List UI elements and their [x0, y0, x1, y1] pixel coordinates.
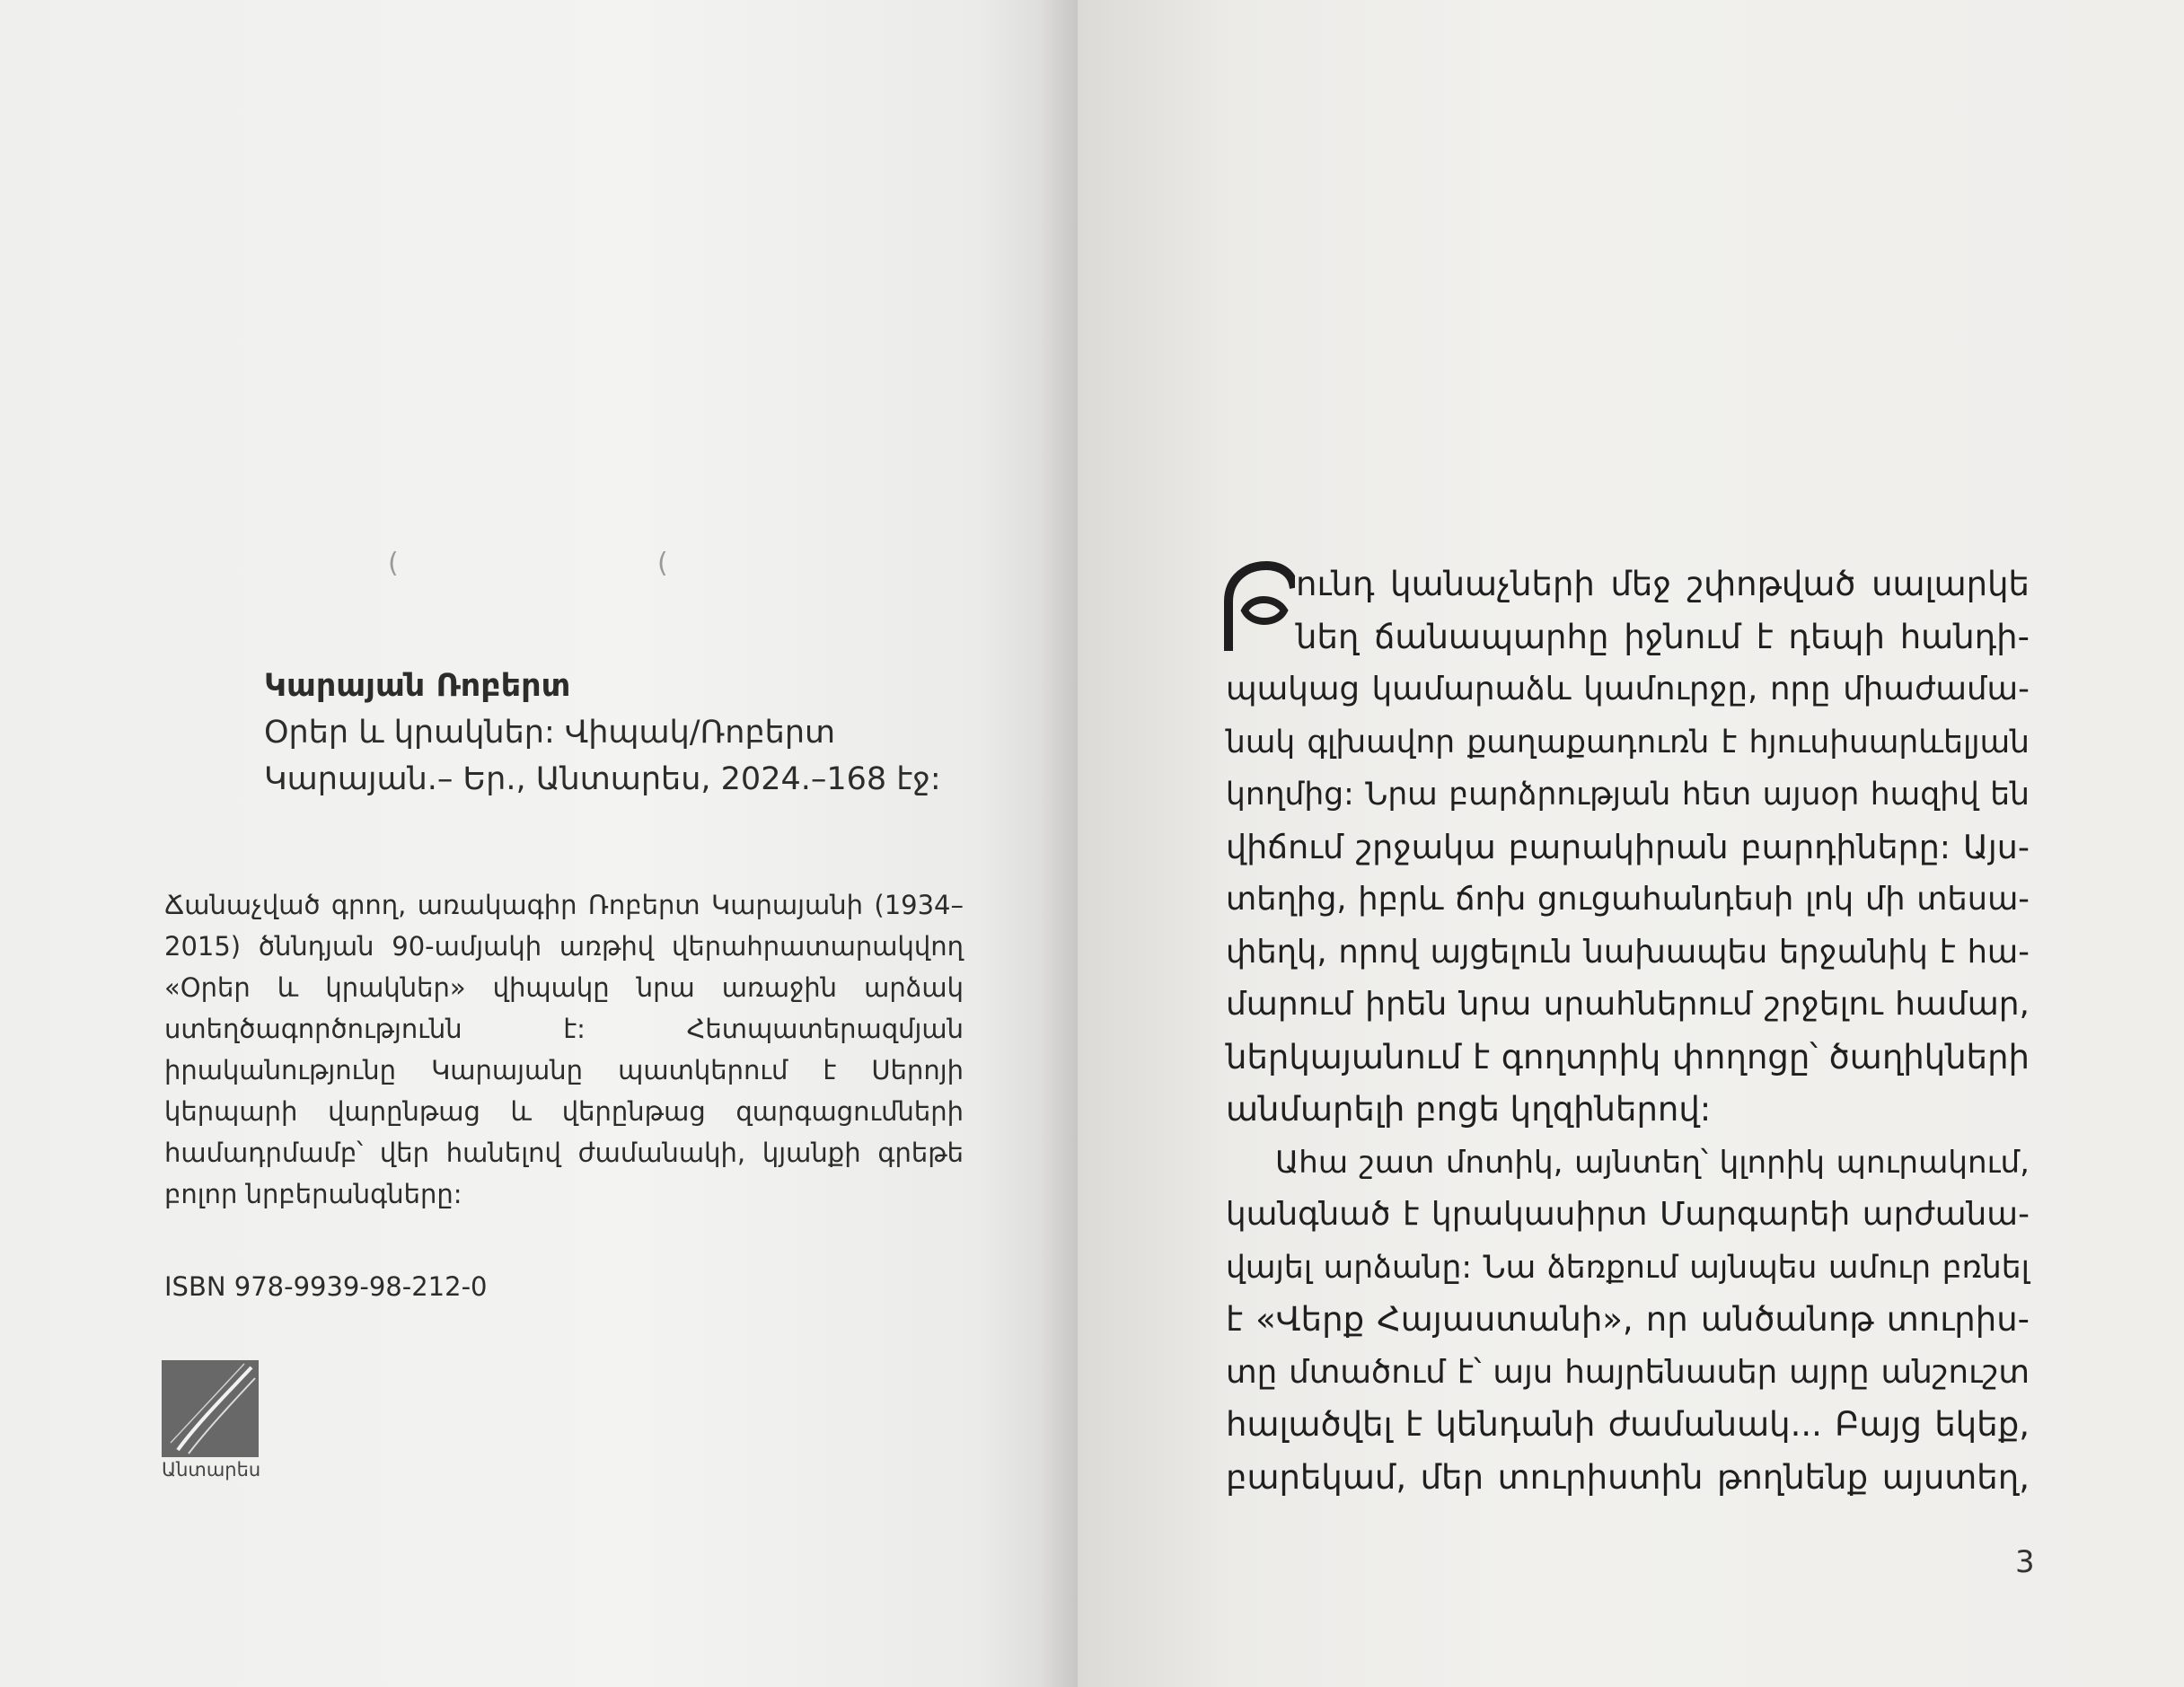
biblio-line-2: Կարայան.– Եր., Անտարես, 2024.–168 էջ:	[264, 761, 941, 797]
annotation-text: Ճանաչված գրող, առակագիր Ռոբերտ Կարայանի (1934–2015) ծննդյան 90-ամյակի առթիվ վերահրատարակվող «Օրեր և կրակներ» վիպակը նրա առաջին արձակ ստեղծագործությունն է: Հետպատերազմյան իրականությունը Կարայանը պատկերում է Սերոյի կերպարի վարընթաց և վերընթաց զարգացումների համադրմամբ՝ վեր հանելով ժամանակի, կյանքի գրեթե բոլոր նրբերանգները:	[164, 890, 964, 1209]
body-text	[1226, 558, 2030, 1504]
logo-caption: Անտարես	[162, 1459, 261, 1481]
body-line-8: փեղկ, որով այցելուն նախապես երջանիկ է հա-	[1226, 933, 2030, 971]
body-line-5: կողմից: Նրա բարձրության հետ այսօր հազիվ են	[1226, 777, 2030, 813]
isbn: ISBN 978-9939-98-212-0	[164, 1271, 488, 1302]
body-line-16: տը մտածում է՝ այս հայրենասեր այրը անշուշտ	[1226, 1353, 2030, 1391]
body-line-12: Ահա շատ մոտիկ, այնտեղ՝ կլորիկ պուրակում,	[1275, 1144, 2030, 1181]
body-line-6: վիճում շրջակա բարակիրան բարդիները: Այս-	[1226, 827, 2030, 866]
body-line-7: տեղից, իբրև ճոխ ցուցահանդեսի լոկ մի տեսա-	[1226, 881, 2030, 918]
body-line-11: անմարելի բոցե կղզիներով:	[1226, 1090, 1712, 1129]
body-line-14: վայել արձանը: Նա ձեռքում այնպես ամուր բռնել	[1226, 1249, 2030, 1286]
biblio-author: Կարայան Ռոբերտ	[264, 668, 571, 704]
biblio-line-1: Օրեր և կրակներ: Վիպակ/Ռոբերտ	[264, 715, 836, 751]
body-line-2: նեղ ճանապարհը իջնում է դեպի հանդի-	[1296, 617, 2030, 656]
body-line-15: է «Վերք Հայաստանի», որ անծանոթ տուրիս-	[1226, 1300, 2030, 1339]
body-line-4: նակ գլխավոր քաղաքադուռն է հյուսիսարևելյան	[1226, 724, 2030, 760]
body-line-10: ներկայանում է գողտրիկ փողոցը՝ ծաղիկների	[1226, 1037, 2030, 1076]
body-line-1: ունդ կանաչների մեջ շփոթված սալարկե	[1296, 565, 2030, 603]
bibliographic-record	[264, 663, 982, 803]
publisher-logo	[162, 1360, 260, 1486]
bracket-mark-left: (	[388, 548, 399, 579]
comet-logo-icon	[162, 1360, 259, 1457]
body-line-17: հալածվել է կենդանի ժամանակ... Բայց եկեք,	[1226, 1405, 2030, 1444]
body-line-3: պակաց կամարաձև կամուրջը, որը միաժամա-	[1226, 671, 2030, 707]
body-line-13: կանգնած է կրակասիրտ Մարգարեի արժանա-	[1226, 1196, 2030, 1233]
body-line-18: բարեկամ, մեր տուրիստին թողնենք այստեղ,	[1226, 1457, 2030, 1497]
page-number: 3	[2015, 1544, 2035, 1580]
body-line-9: մարում իրեն նրա սրահներում շրջելու համար,	[1226, 986, 2030, 1023]
bracket-mark-right: (	[657, 548, 668, 579]
left-page	[0, 0, 1064, 1687]
